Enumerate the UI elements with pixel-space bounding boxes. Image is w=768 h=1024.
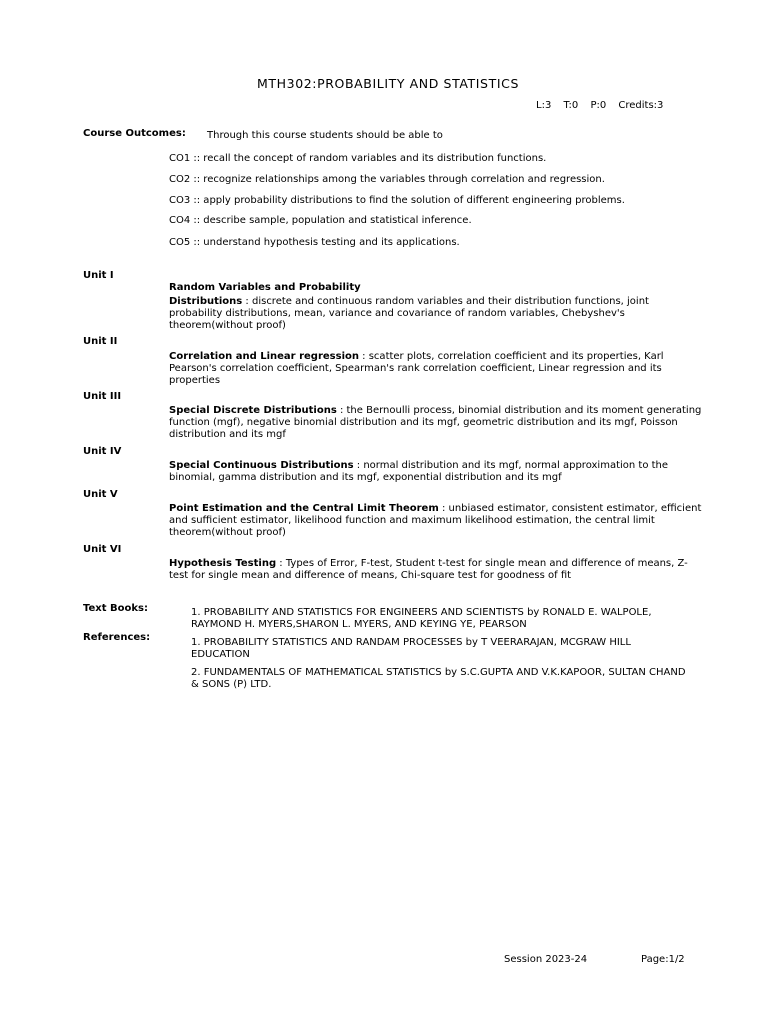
lecture-hours: L:3 — [536, 100, 552, 111]
unit-1-content — [169, 296, 704, 332]
unit-1-label: Unit I — [83, 270, 114, 281]
unit-1-heading: Random Variables and Probability — [169, 282, 361, 293]
course-title: MTH302:PROBABILITY AND STATISTICS — [257, 76, 519, 91]
unit-5-label: Unit V — [83, 489, 118, 500]
course-outcomes-intro: Through this course students should be able to — [207, 130, 443, 141]
reference-1: 1. PROBABILITY STATISTICS AND RANDAM PROCESSES by T VEERARAJAN, MCGRAW HILL EDUCATION — [191, 637, 631, 660]
unit-6-topic: Hypothesis Testing — [169, 558, 277, 569]
unit-5-content — [169, 503, 704, 539]
unit-4-text: : normal distribution and its mgf, normal approximation to the binomial, gamma distribution and its mgf, exponential distribution and its mgf — [169, 460, 669, 483]
unit-6-content — [169, 558, 704, 582]
unit-6-label: Unit VI — [83, 544, 122, 555]
unit-1-text: : discrete and continuous random variables and their distribution functions, joint probability distributions, mean, variance and covariance of random variables, Chebyshev's theorem(without proof) — [169, 296, 649, 331]
unit-4-label: Unit IV — [83, 446, 122, 457]
ltp-credits — [536, 100, 672, 112]
unit-3-text: : the Bernoulli process, binomial distribution and its moment generating function (mgf), negative binomial distribution and its mgf, geometric distribution and its mgf, Poisson distribution and its mgf — [169, 405, 702, 440]
unit-2-label: Unit II — [83, 336, 118, 347]
text-book-1: 1. PROBABILITY AND STATISTICS FOR ENGINEERS AND SCIENTISTS by RONALD E. WALPOLE, RAYMOND H. MYERS,SHARON L. MYERS, AND KEYING YE, PEARSON — [191, 607, 652, 630]
outcome-co4: CO4 :: describe sample, population and statistical inference. — [169, 215, 472, 226]
unit-2-content — [169, 351, 704, 387]
unit-6-text: : Types of Error, F-test, Student t-test for single mean and difference of means, Z-test for single mean and difference of means, Chi-square test for goodness of fit — [169, 558, 688, 581]
reference-2: 2. FUNDAMENTALS OF MATHEMATICAL STATISTICS by S.C.GUPTA AND V.K.KAPOOR, SULTAN CHAND & SONS (P) LTD. — [191, 667, 686, 690]
outcome-co1: CO1 :: recall the concept of random variables and its distribution functions. — [169, 153, 547, 164]
unit-3-content — [169, 405, 704, 441]
text-books-label: Text Books: — [83, 603, 148, 614]
unit-2-text: : scatter plots, correlation coefficient and its properties, Karl Pearson's correlation coefficient, Spearman's rank correlation coefficient, Linear regression and its properties — [169, 351, 664, 386]
outcome-co3: CO3 :: apply probability distributions to find the solution of different engineering problems. — [169, 195, 625, 206]
credits: Credits:3 — [618, 100, 664, 111]
unit-4-topic: Special Continuous Distributions — [169, 460, 354, 471]
page-number: Page:1/2 — [641, 954, 685, 965]
unit-3-topic: Special Discrete Distributions — [169, 405, 337, 416]
outcome-co2: CO2 :: recognize relationships among the variables through correlation and regression. — [169, 174, 605, 185]
tutorial-hours: T:0 — [563, 100, 579, 111]
practical-hours: P:0 — [590, 100, 607, 111]
course-outcomes-label: Course Outcomes: — [83, 128, 186, 139]
unit-2-topic: Correlation and Linear regression — [169, 351, 359, 362]
session-label: Session 2023-24 — [504, 954, 588, 965]
outcome-co5: CO5 :: understand hypothesis testing and its applications. — [169, 237, 460, 248]
unit-5-text: : unbiased estimator, consistent estimator, efficient and sufficient estimator, likelihood function and maximum likelihood estimation, the central limit theorem(without proof) — [169, 503, 702, 538]
unit-1-topic: Distributions — [169, 296, 243, 307]
unit-5-topic: Point Estimation and the Central Limit Theorem — [169, 503, 439, 514]
references-label: References: — [83, 632, 151, 643]
unit-4-content — [169, 460, 704, 484]
unit-3-label: Unit III — [83, 391, 122, 402]
